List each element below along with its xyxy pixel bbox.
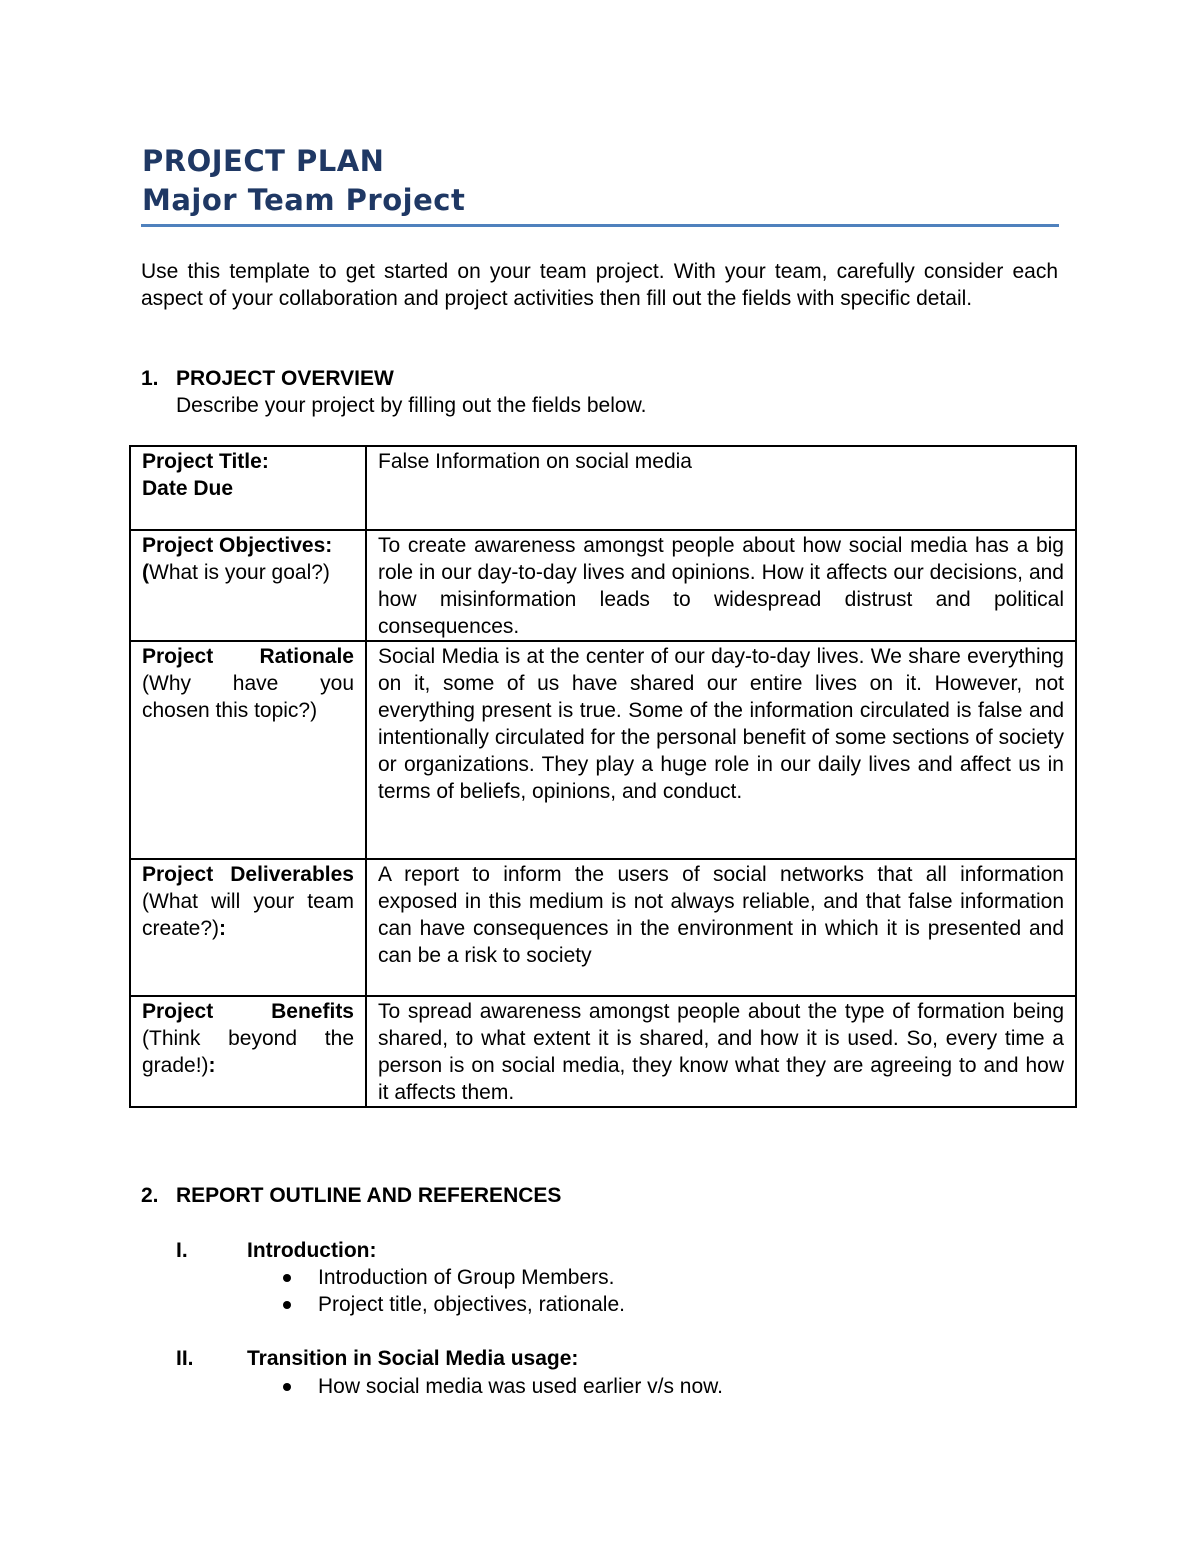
value-project-rationale: Social Media is at the center of our day-to-day lives. We share everything on it, some of us have shared our entire lives on it. However, not everything present is true. Some of the information circulated is false and intentionally circulated for the personal benefit of some sections of society or organizations. They play a huge role in our daily lives and affect us in terms of beliefs, opinions, and conduct. (366, 641, 1076, 859)
section-1-heading (141, 365, 394, 392)
section-2-title: REPORT OUTLINE AND REFERENCES (176, 1184, 562, 1207)
list-item (283, 1373, 723, 1400)
title-line-2: Major Team Project (142, 183, 466, 217)
section-2-number: 2. (141, 1184, 159, 1207)
page-title (142, 142, 465, 220)
list-item (283, 1291, 625, 1318)
label-project-objectives: Project Objectives: (142, 534, 333, 557)
label-rationale-hint: (Why have you chosen this topic?) (142, 672, 354, 722)
intro-paragraph: Use this template to get started on your team project. With your team, carefully consider each aspect of your collaboration and project activities then fill out the fields with specific detail. (141, 260, 1058, 310)
label-benefits-hint: (Think beyond the grade!) (142, 1027, 354, 1077)
label-objectives-hint: What is your goal?) (149, 561, 330, 584)
label-project-deliverables: Project Deliverables (142, 863, 354, 886)
section-1-subtitle: Describe your project by filling out the fields below. (176, 394, 647, 417)
table-row (130, 859, 1076, 996)
label-colon: : (208, 1054, 216, 1077)
label-colon: : (219, 917, 227, 940)
title-divider (141, 224, 1059, 227)
section-2-heading (141, 1182, 561, 1209)
value-project-deliverables: A report to inform the users of social networks that all information exposed in this medium is not always reliable, and that false information can have consequences in the environment in which it is presented and can be a risk to society (366, 859, 1076, 996)
list-item-text: Introduction of Group Members. (318, 1266, 615, 1289)
table-row (130, 641, 1076, 859)
outline-numeral: I. (176, 1239, 188, 1262)
row-label (130, 996, 366, 1107)
bullet-icon (283, 1301, 291, 1309)
label-project-rationale: Project Rationale (142, 645, 354, 668)
label-project-title: Project Title: (142, 450, 269, 473)
value-project-objectives: To create awareness amongst people about how social media has a big role in our day-to-day lives and opinions. How it affects our decisions, and how misinformation leads to widespread distrust and political consequences. (366, 530, 1076, 641)
title-line-1: PROJECT PLAN (142, 144, 385, 178)
outline-title-transition: Transition in Social Media usage: (247, 1347, 579, 1370)
label-deliverables-hint: (What will your team create?) (142, 890, 354, 940)
outline-bullets-introduction (283, 1264, 625, 1318)
project-overview-table (129, 445, 1077, 1108)
label-open-paren: ( (142, 561, 149, 584)
list-item-text: How social media was used earlier v/s now. (318, 1375, 724, 1398)
table-row (130, 446, 1076, 530)
bullet-icon (283, 1274, 291, 1282)
row-label (130, 446, 366, 530)
label-project-benefits: Project Benefits (142, 1000, 354, 1023)
value-project-benefits: To spread awareness amongst people about the type of formation being shared, to what extent it is shared, and how it is used. So, every time a person is on social media, they know what they are agreeing to and how it affects them. (366, 996, 1076, 1107)
table-row (130, 996, 1076, 1107)
label-date-due: Date Due (142, 477, 234, 500)
row-label (130, 641, 366, 859)
list-item-text: Project title, objectives, rationale. (318, 1293, 625, 1316)
section-1-title: PROJECT OVERVIEW (176, 367, 394, 390)
outline-title-introduction: Introduction: (247, 1239, 377, 1262)
row-label (130, 530, 366, 641)
table-row (130, 530, 1076, 641)
list-item (283, 1264, 625, 1291)
value-project-title: False Information on social media (366, 446, 1076, 530)
row-label (130, 859, 366, 996)
bullet-icon (283, 1383, 291, 1391)
section-1-number: 1. (141, 367, 159, 390)
outline-bullets-transition (283, 1373, 723, 1400)
outline-numeral: II. (176, 1347, 194, 1370)
